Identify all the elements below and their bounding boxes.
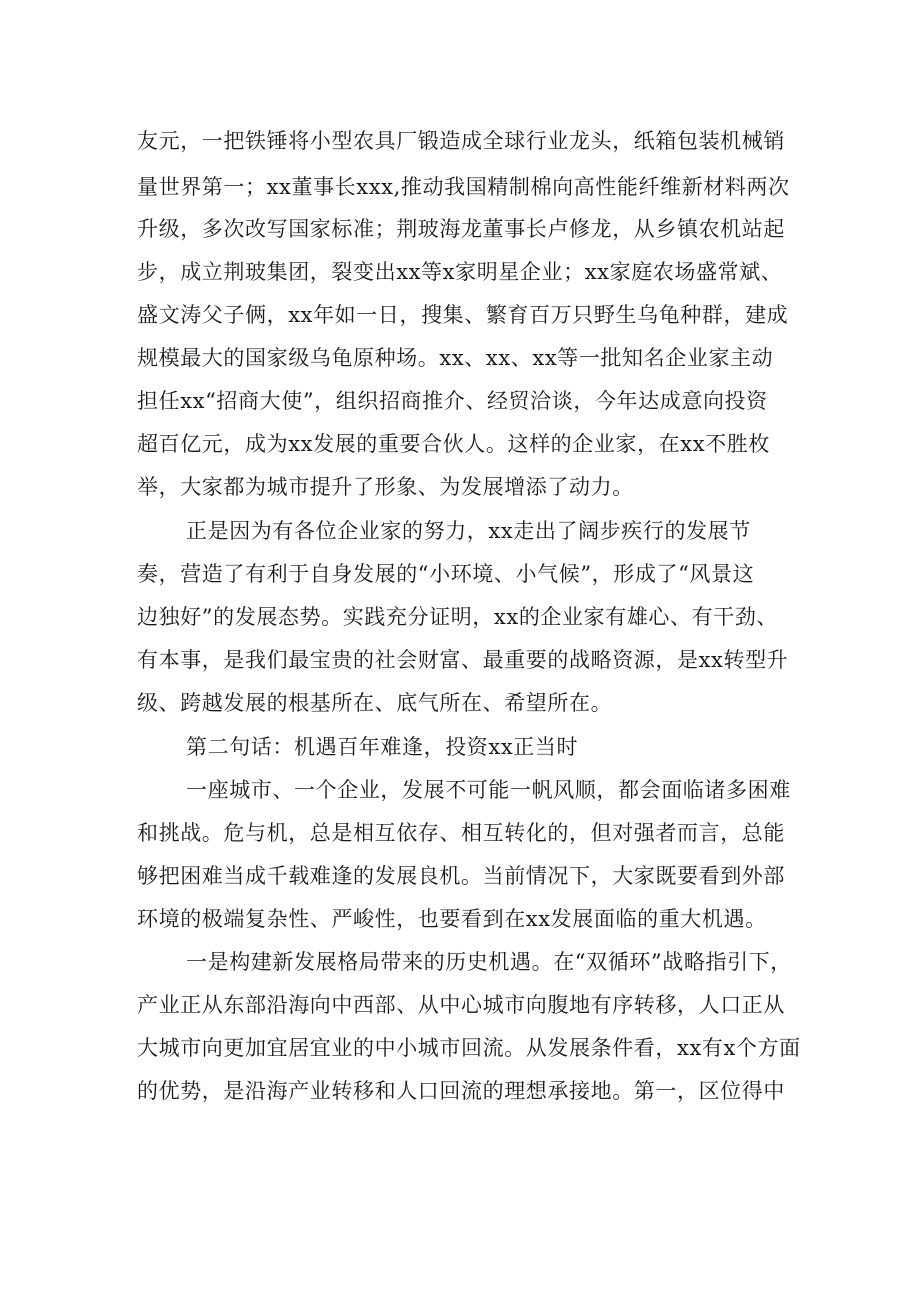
text-line: 产业正从东部沿海向中西部、从中心城市向腹地有序转移，人口正从: [137, 993, 785, 1017]
text-line: 友元，一把铁锤将小型农具厂锻造成全球行业龙头，纸箱包装机械销: [137, 129, 785, 153]
text-line: 级、跨越发展的根基所在、底气所在、希望所在。: [137, 691, 613, 715]
text-line: 边独好”的发展态势。实践充分证明，xx的企业家有雄心、有干劲、: [137, 605, 779, 629]
text-line: 步，成立荆玻集团，裂变出xx等x家明星企业；xx家庭农场盛常斌、: [137, 260, 783, 284]
text-line: 量世界第一；xx董事长xxx,推动我国精制棉向高性能纤维新材料两次: [137, 175, 790, 199]
text-line: 盛文涛父子俩，xx年如一日，搜集、繁育百万只野生乌龟种群，建成: [137, 303, 789, 327]
paragraph-first-line: 一座城市、一个企业，发展不可能一帆风顺，都会面临诸多困难: [186, 778, 791, 802]
paragraph-first-line: 正是因为有各位企业家的努力，xx走出了阔步疾行的发展节: [186, 519, 751, 543]
text-line: 够把困难当成千载难逢的发展良机。当前情况下，大家既要看到外部: [137, 864, 785, 888]
text-line: 担任xx“招商大使”，组织招商推介、经贸洽谈，今年达成意向投资: [137, 389, 768, 413]
text-line: 的优势，是沿海产业转移和人口回流的理想承接地。第一，区位得中: [137, 1079, 785, 1103]
paragraph-first-line: 一是构建新发展格局带来的历史机遇。在“双循环”战略指引下，: [186, 950, 792, 974]
text-line: 奏，营造了有利于自身发展的“小环境、小气候”，形成了“风景这: [137, 562, 755, 586]
text-line: 有本事，是我们最宝贵的社会财富、最重要的战略资源，是xx转型升: [137, 648, 789, 672]
text-line: 规模最大的国家级乌龟原种场。xx、xx、xx等一批知名企业家主动: [137, 346, 774, 370]
text-line: 和挑战。危与机，总是相互依存、相互转化的，但对强者而言，总能: [137, 821, 785, 845]
text-line: 升级，多次改写国家标准；荆玻海龙董事长卢修龙，从乡镇农机站起: [137, 217, 785, 241]
text-line: 举，大家都为城市提升了形象、为发展增添了动力。: [137, 475, 634, 499]
text-line: 超百亿元，成为xx发展的重要合伙人。这样的企业家，在xx不胜枚: [137, 432, 770, 456]
section-heading: 第二句话：机遇百年难逢，投资xx正当时: [186, 735, 579, 759]
text-line: 大城市向更加宜居宜业的中小城市回流。从发展条件看，xx有x个方面: [137, 1036, 801, 1060]
text-line: 环境的极端复杂性、严峻性，也要看到在xx发展面临的重大机遇。: [137, 907, 767, 931]
